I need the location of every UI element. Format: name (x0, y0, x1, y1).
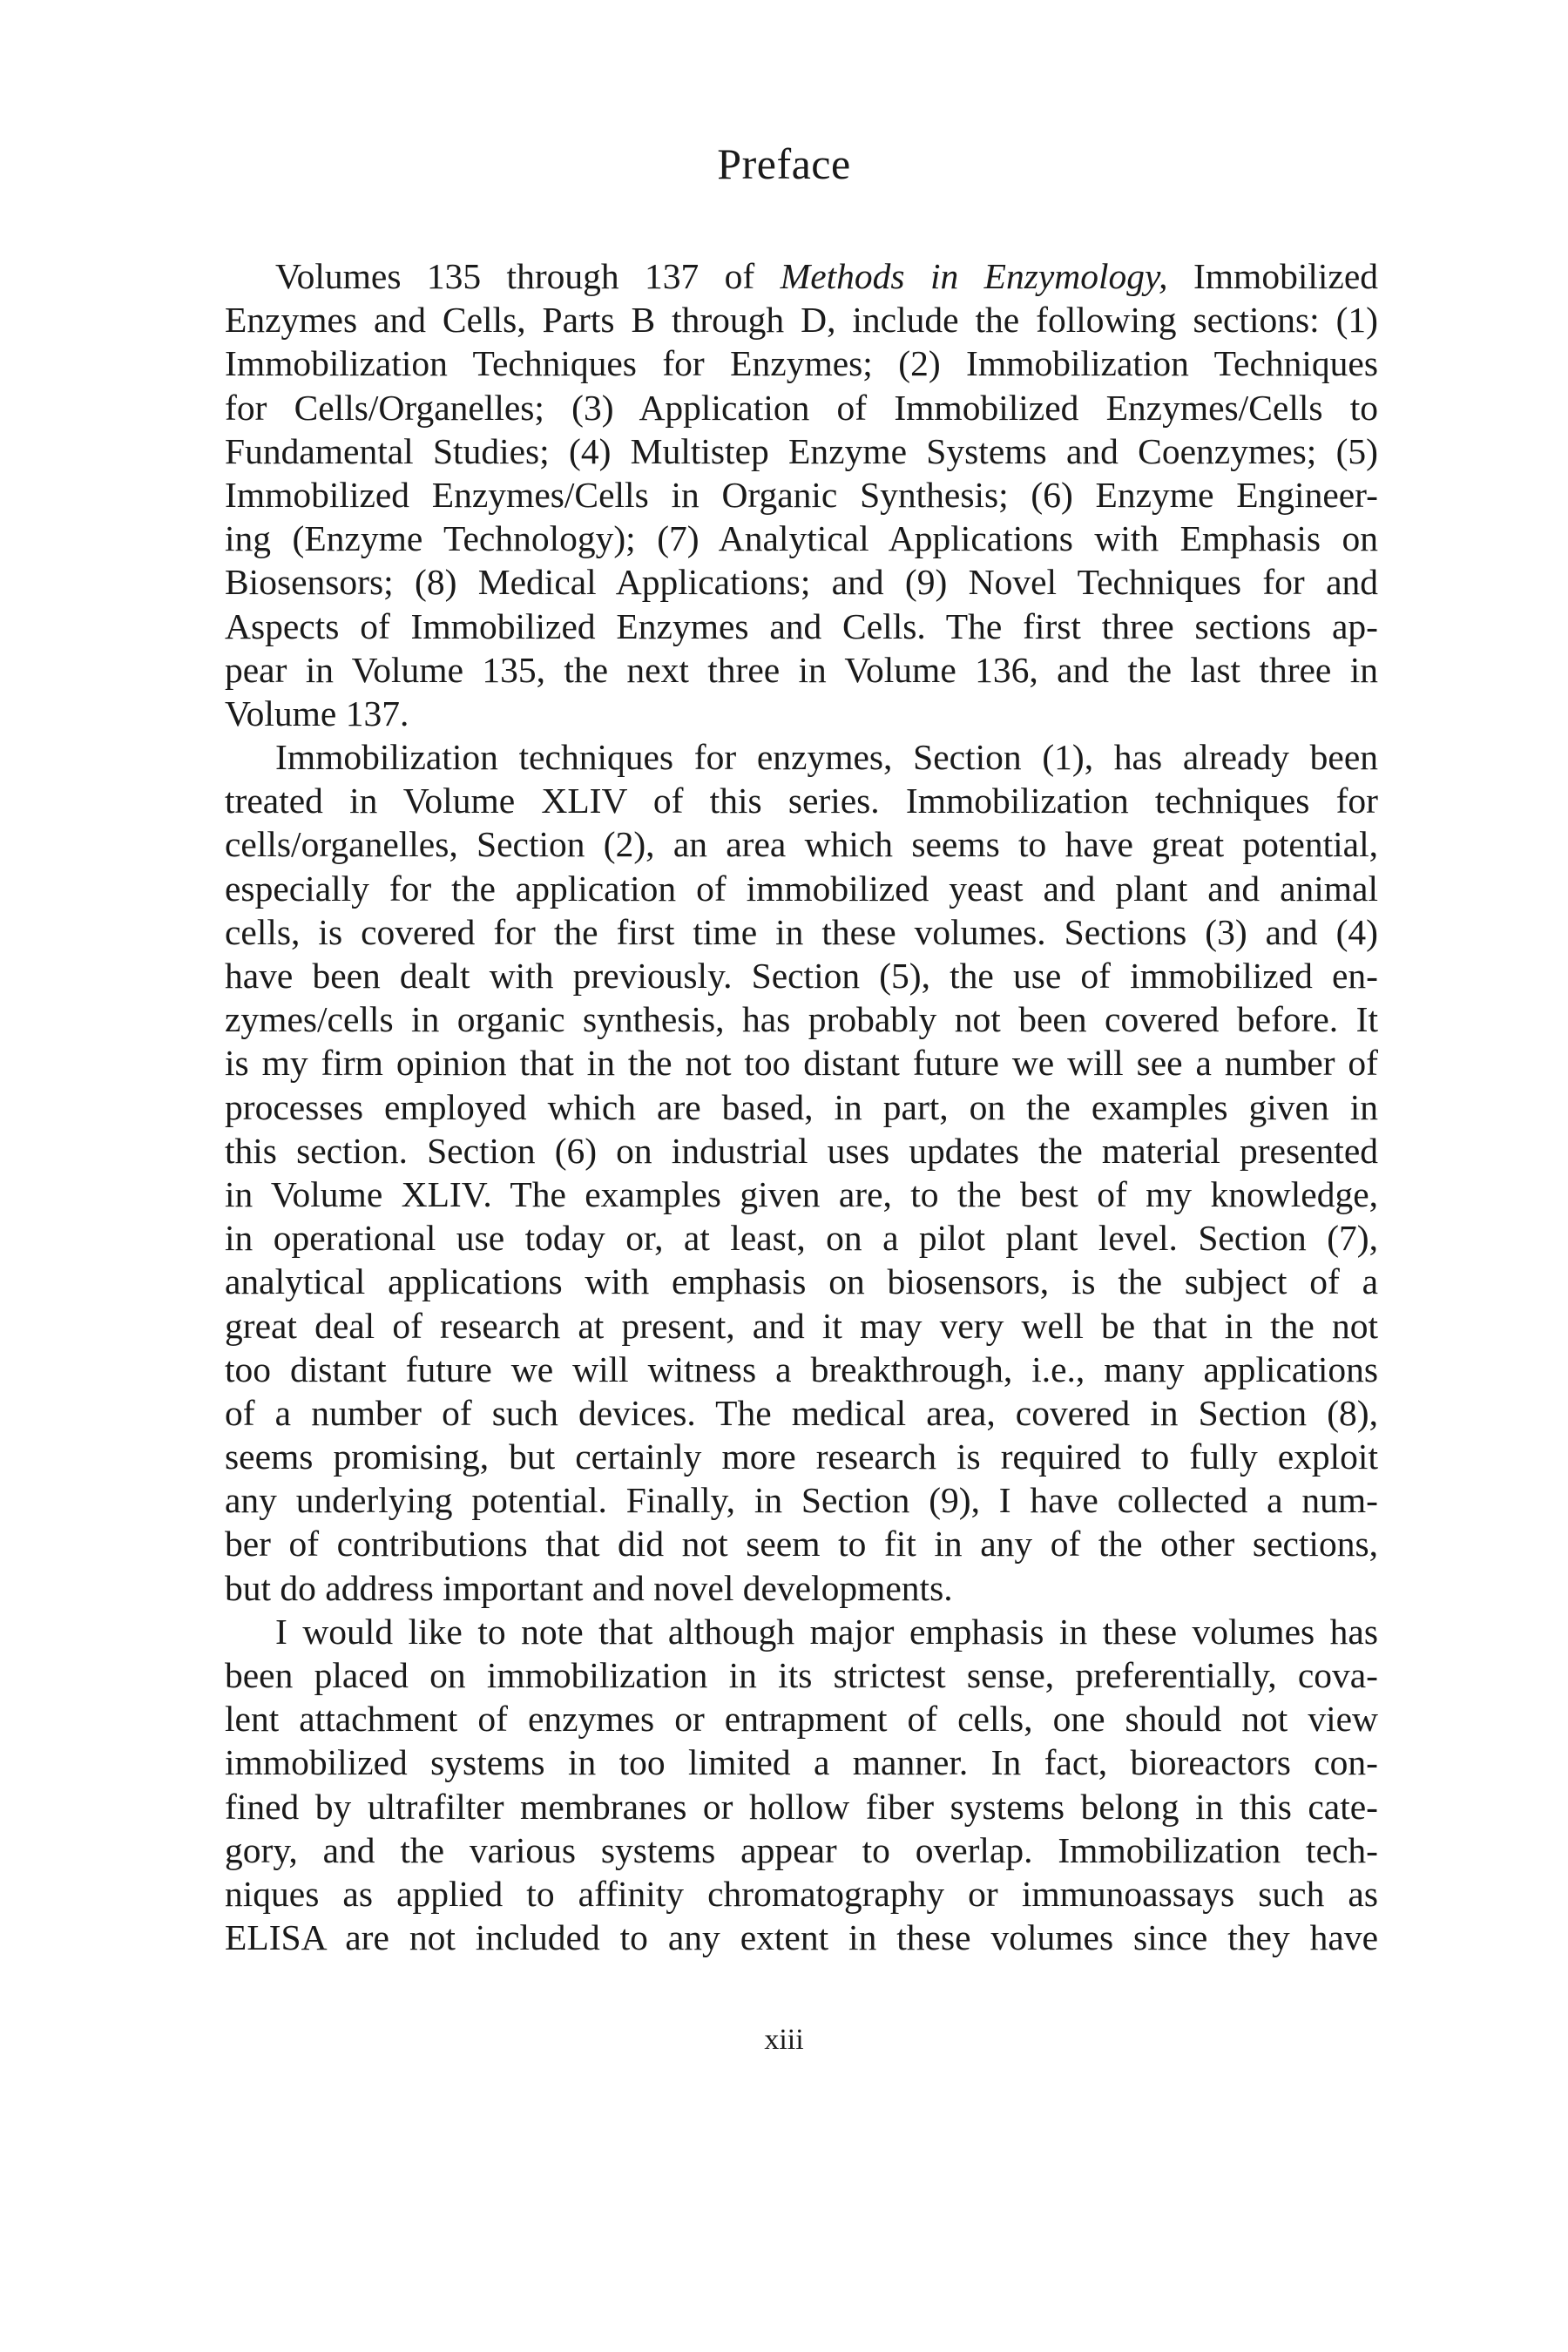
text-line (225, 1828, 1378, 1872)
text-line (225, 822, 1378, 866)
text-line (225, 341, 1378, 385)
text-run: ber of contributions that did not seem to fit in any of the other sections, (225, 1524, 1378, 1565)
text-line (225, 386, 1378, 429)
text-line (225, 1348, 1378, 1391)
text-line (225, 779, 1378, 822)
paragraph (225, 735, 1378, 1610)
preface-body (225, 254, 1378, 1959)
text-run: but do address important and novel developments. (225, 1567, 953, 1608)
text-run: I would like to note that although major emphasis in these volumes has (275, 1611, 1378, 1652)
text-line (225, 1872, 1378, 1916)
text-line (225, 1173, 1378, 1216)
text-line (225, 1085, 1378, 1129)
text-run: Immobilized (1167, 256, 1379, 296)
text-line (225, 254, 1378, 298)
page-number: xiii (764, 2024, 804, 2056)
text-line (225, 473, 1378, 517)
text-run: ELISA are not included to any extent in these volumes since they have (225, 1917, 1378, 1958)
text-line (225, 1129, 1378, 1173)
text-run: cells, is covered for the first time in these volumes. Sections (3) and (4) (225, 911, 1378, 952)
text-line (225, 1566, 1378, 1610)
text-line (225, 1740, 1378, 1784)
text-run: Enzymes and Cells, Parts B through D, include the following sections: (1) (225, 300, 1378, 341)
text-run: fined by ultrafilter membranes or hollow fiber systems belong in this cate- (225, 1786, 1378, 1827)
text-line (225, 1785, 1378, 1828)
text-line (225, 1522, 1378, 1565)
text-run: too distant future we will witness a breakthrough, i.e., many applications (225, 1348, 1378, 1389)
text-run: pear in Volume 135, the next three in Volume 136, and the last three in (225, 649, 1378, 690)
text-run: great deal of research at present, and it may very well be that in the not (225, 1305, 1378, 1346)
text-line (225, 1653, 1378, 1697)
text-line (225, 954, 1378, 997)
text-run: in operational use today or, at least, on a pilot plant level. Section (7), (225, 1218, 1378, 1259)
text-line (225, 560, 1378, 604)
text-line (225, 735, 1378, 779)
text-run: this section. Section (6) on industrial uses updates the material presented (225, 1130, 1378, 1171)
text-run: of a number of such devices. The medical area, covered in Section (8), (225, 1392, 1378, 1433)
text-run: treated in Volume XLIV of this series. Immobilization techniques for (225, 781, 1378, 821)
text-line (225, 1697, 1378, 1740)
text-run: niques as applied to affinity chromatography or immunoassays such as (225, 1873, 1378, 1914)
text-run: is my firm opinion that in the not too distant future we will see a number of (225, 1043, 1378, 1084)
text-run: especially for the application of immobilized yeast and plant and animal (225, 868, 1378, 909)
text-line (225, 429, 1378, 473)
text-run: Biosensors; (8) Medical Applications; and (9) Novel Techniques for and (225, 562, 1378, 603)
text-line (225, 648, 1378, 692)
text-run: Immobilized Enzymes/Cells in Organic Synthesis; (6) Enzyme Engineer- (225, 474, 1378, 515)
text-line (225, 605, 1378, 648)
text-line (225, 997, 1378, 1041)
text-line (225, 1041, 1378, 1085)
text-line (225, 1216, 1378, 1260)
text-run: Fundamental Studies; (4) Multistep Enzyme Systems and Coenzymes; (5) (225, 430, 1378, 471)
text-run: gory, and the various systems appear to overlap. Immobilization tech- (225, 1829, 1378, 1870)
text-run: Aspects of Immobilized Enzymes and Cells. The first three sections ap- (225, 605, 1378, 646)
text-run: for Cells/Organelles; (3) Application of Immobilized Enzymes/Cells to (225, 387, 1378, 428)
text-run: been placed on immobilization in its strictest sense, preferentially, cova- (225, 1655, 1378, 1695)
text-run: processes employed which are based, in part, on the examples given in (225, 1086, 1378, 1127)
text-line (225, 517, 1378, 560)
text-line (225, 1260, 1378, 1303)
text-line (225, 1391, 1378, 1435)
text-run: seems promising, but certainly more research is required to fully exploit (225, 1436, 1378, 1477)
text-line (225, 692, 1378, 735)
text-run: Immobilization Techniques for Enzymes; (2) Immobilization Techniques (225, 343, 1378, 384)
text-run: have been dealt with previously. Section (5), the use of immobilized en- (225, 956, 1378, 996)
italic-title: Methods in Enzymology, (780, 256, 1168, 296)
text-run: cells/organelles, Section (2), an area which seems to have great potential, (225, 824, 1378, 865)
text-run: immobilized systems in too limited a manner. In fact, bioreactors con- (225, 1742, 1378, 1783)
text-run: any underlying potential. Finally, in Section (9), I have collected a num- (225, 1480, 1378, 1521)
text-run: Volume 137. (225, 693, 409, 733)
text-line (225, 298, 1378, 341)
text-run: Immobilization techniques for enzymes, Section (1), has already been (275, 737, 1378, 778)
text-line (225, 1478, 1378, 1522)
text-run: lent attachment of enzymes or entrapment of cells, one should not view (225, 1699, 1378, 1740)
text-line (225, 1304, 1378, 1348)
text-line (225, 910, 1378, 954)
text-line (225, 1916, 1378, 1959)
text-line (225, 1435, 1378, 1478)
text-run: zymes/cells in organic synthesis, has probably not been covered before. It (225, 999, 1378, 1040)
paragraph (225, 254, 1378, 735)
paragraph (225, 1610, 1378, 1960)
text-run: Volumes 135 through 137 of (275, 256, 781, 296)
page-title: Preface (717, 139, 851, 188)
text-run: ing (Enzyme Technology); (7) Analytical Applications with Emphasis on (225, 518, 1378, 559)
text-line (225, 867, 1378, 910)
text-run: in Volume XLIV. The examples given are, to the best of my knowledge, (225, 1173, 1378, 1214)
text-line (225, 1610, 1378, 1653)
text-run: analytical applications with emphasis on biosensors, is the subject of a (225, 1261, 1378, 1302)
